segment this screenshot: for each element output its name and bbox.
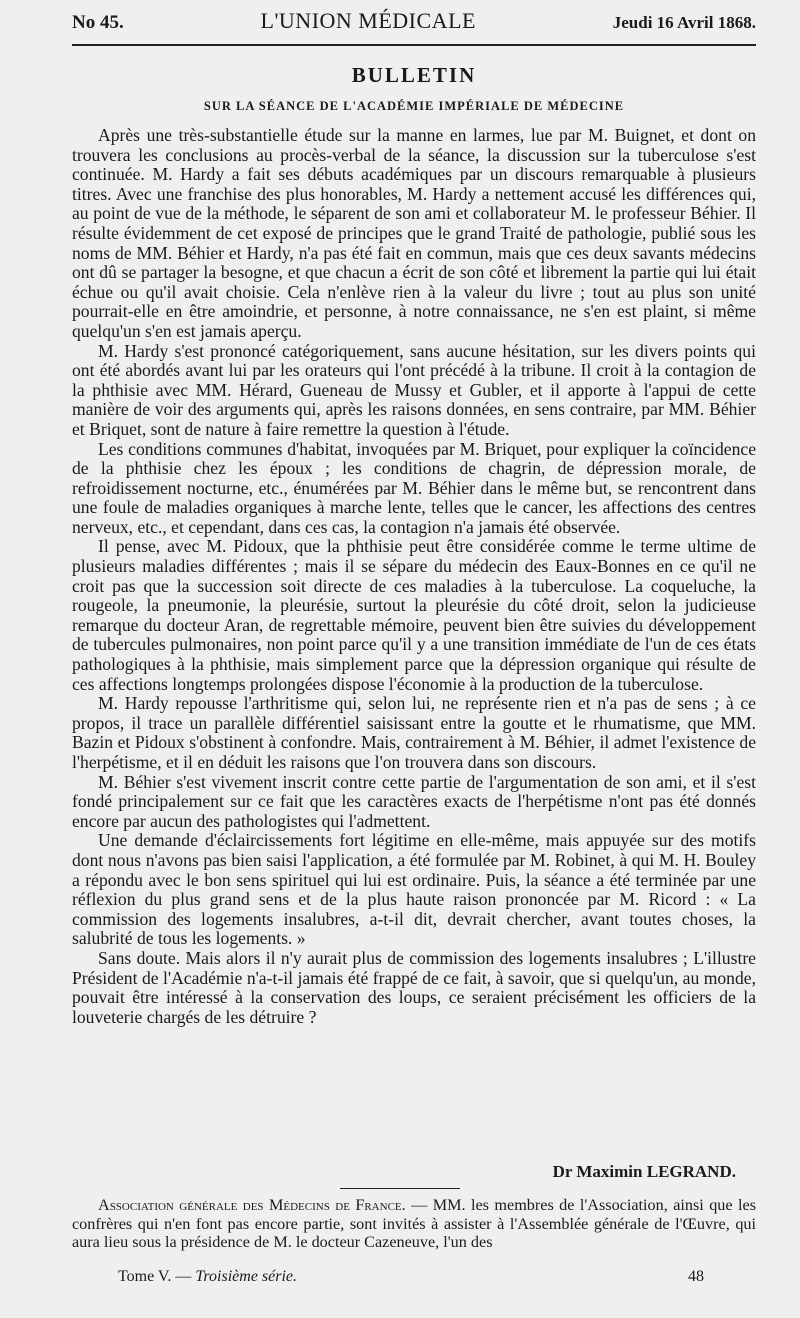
notice-paragraph [72, 1196, 756, 1252]
volume-info [118, 1268, 297, 1286]
page-footer [118, 1268, 704, 1286]
journal-title: L'UNION MÉDICALE [260, 8, 476, 33]
author-signature: Dr Maximin LEGRAND. [552, 1162, 736, 1181]
paragraph: M. Hardy repousse l'arthritisme qui, selon lui, ne représente rien et n'a pas de sens ; à ce propos, il trace un parallèle différentiel saisissant entre la goutte et le rhumatisme, que MM. Bazin et Pidoux s'obstinent à confondre. Mais, contrairement à M. Béhier, il admet l'existence de l'herpétisme, et il en déduit les raisons que l'on trouvera dans son discours. [72, 693, 756, 772]
section-divider [340, 1188, 460, 1189]
paragraph: Sans doute. Mais alors il n'y aurait plus de commission des logements insalubres ; L'illustre Président de l'Académie n'a-t-il jamais été frappé de ce fait, à savoir, que si quelqu'un, au monde, pouvait être intéressé à la conservation des loups, ce seraient précisément les officiers de la louveterie chargés de les détruire ? [72, 947, 756, 1027]
notice-text: — MM. les membres de l'Association, ainsi que les confrères qui n'en font pas encore partie, sont invités à assister à l'Assemblée générale de l'Œuvre, qui aura lieu sous la présidence de M. le docteur Cazeneuve, l'un des [72, 1196, 757, 1251]
page-number: 48 [688, 1268, 704, 1285]
paragraph: M. Hardy s'est prononcé catégoriquement, sans aucune hésitation, sur les divers points qui ont été abordés avant lui par les orateurs qui l'ont précédé à la tribune. Il croit à la contagion de la phthisie avec MM. Hérard, Gueneau de Mussy et Gubler, et il apporte à l'appui de cette manière de voir des arguments qui, après les raisons données, en sens contraire, par MM. Béhier et Briquet, sont de nature à faire remettre la question à l'étude. [72, 340, 756, 439]
paragraph: M. Béhier s'est vivement inscrit contre cette partie de l'argumentation de son ami, et il s'est fondé principalement sur ce fait que les caractères exacts de l'herpétisme n'ont pas été donnés encore par aucun des pathologistes qui l'admettent. [72, 771, 756, 831]
paragraph: Une demande d'éclaircissements fort légitime en elle-même, mais appuyée sur des motifs dont nous n'avons pas bien saisi l'application, a été formulée par M. Robinet, à qui M. H. Bouley a répondu avec le bon sens spirituel qui lui est ordinaire. Puis, la séance a été terminée par une réflexion du plus grand sens et de la plus haute raison prononcée par M. Ricord : « La commission des logements insalubres, a-t-il dit, devrait chercher, avant toutes choses, la salubrité de tous les logements. » [72, 830, 756, 949]
series-label: Troisième série. [195, 1268, 298, 1285]
notice-lead: Association générale des Médecins de France. [98, 1196, 406, 1214]
header-rule [72, 44, 756, 46]
association-notice [72, 1196, 756, 1252]
volume-label: Tome V. — [118, 1268, 196, 1285]
issue-number: No 45. [72, 12, 124, 33]
article-body [72, 126, 756, 1027]
article-subtitle: SUR LA SÉANCE DE L'ACADÉMIE IMPÉRIALE DE MÉDECINE [203, 99, 625, 113]
paragraph: Après une très-substantielle étude sur la manne en larmes, lue par M. Buignet, et dont on trouvera les conclusions au procès-verbal de la séance, la discussion sur la tuberculose s'est continuée. M. Hardy a fait ses débuts académiques par un discours remarquable à plusieurs titres. Avec une franchise des plus honorables, M. Hardy a nettement accusé les différences qui, au point de vue de la méthode, le séparent de son ami et collaborateur M. le professeur Béhier. Il résulte évidemment de cet exposé de principes que le grand Traité de pathologie, publié sous les noms de MM. Béhier et Hardy, n'a pas été fait en commun, mais que ces deux savants médecins ont dû se partager la besogne, et que chacun a écrit de son côté et librement la partie qui lui était échue ou qu'il avait choisie. Cela n'enlève rien à la valeur du livre ; tout au plus son unité pourrait-elle en être amoindrie, et personne, à notre connaissance, ne s'en est plaint, si même quelqu'un s'en est jamais aperçu. [72, 125, 756, 341]
paragraph: Il pense, avec M. Pidoux, que la phthisie peut être considérée comme le terme ultime de plusieurs maladies différentes ; mais il se sépare du médecin des Eaux-Bonnes en ce qu'il ne croit pas que la succession soit directe de ces maladies à la tuberculose. La coqueluche, la rougeole, la pneumonie, la pleurésie, surtout la pleurésie du côté droit, selon la judicieuse remarque du docteur Aran, de regrettable mémoire, peuvent bien être suivies du développement de tubercules pulmonaires, non point parce qu'il y a une transition immédiate de l'un de ces états pathologiques à la phthisie, mais simplement parce que la dépression organique qui résulte de ces affections longtemps prolongées dispose l'économie à la production de la tuberculose. [72, 536, 756, 694]
running-head [72, 8, 756, 36]
issue-date: Jeudi 16 Avril 1868. [612, 13, 756, 32]
article-title: BULLETIN [351, 63, 477, 87]
paragraph: Les conditions communes d'habitat, invoquées par M. Briquet, pour expliquer la coïncidence de la phthisie chez les époux ; les conditions de chagrin, de dépression morale, de refroidissement nocturne, etc., énumérées par M. Béhier dans le même but, se rencontrent dans une foule de maladies organiques à marche lente, telles que le cancer, les affections des centres nerveux, etc., et cependant, dans ces cas, la contagion n'a jamais été observée. [72, 438, 756, 537]
